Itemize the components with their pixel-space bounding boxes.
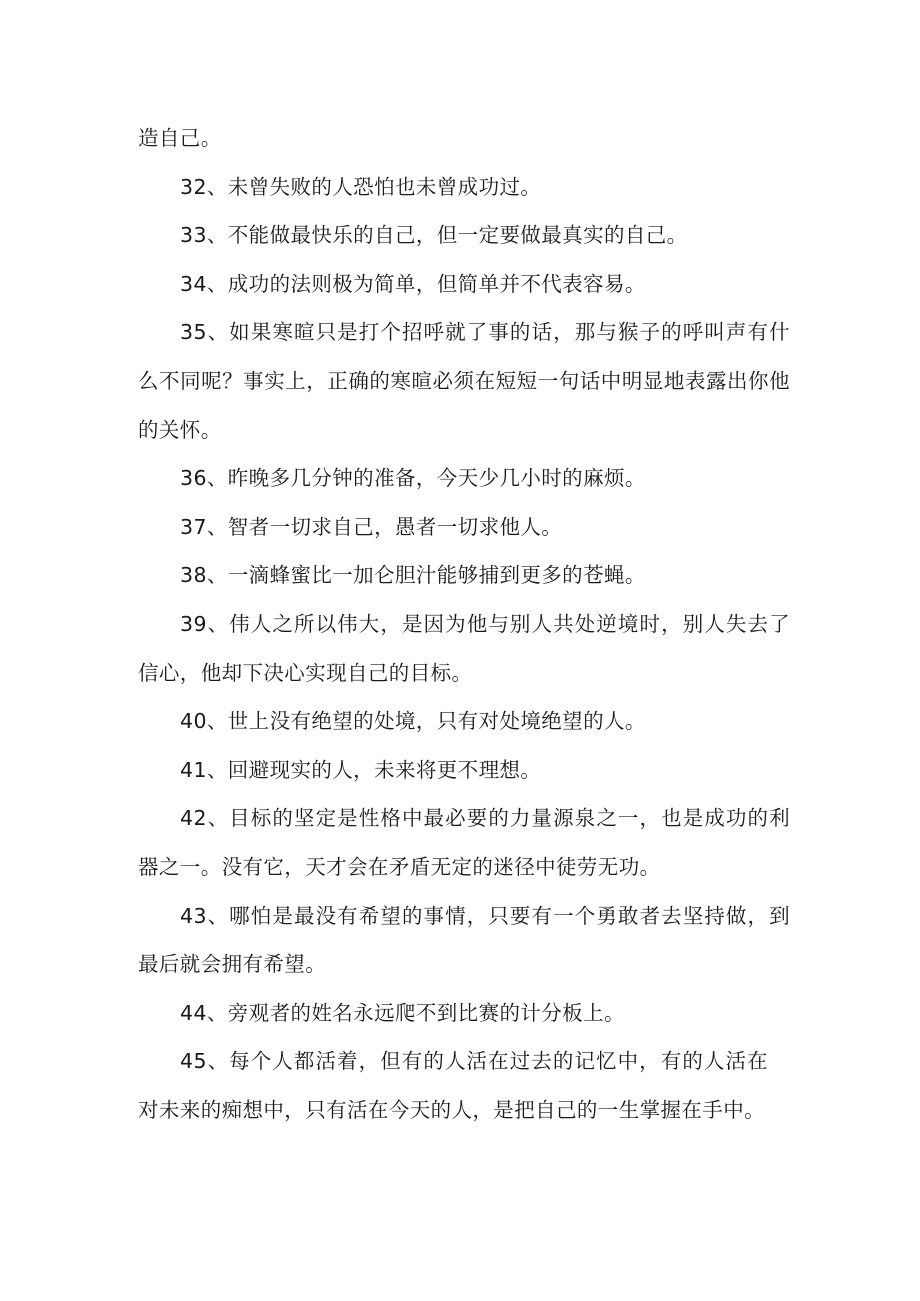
paragraph-40: 40、世上没有绝望的处境，只有对处境绝望的人。 <box>180 709 646 734</box>
paragraph-34: 34、成功的法则极为简单，但简单并不代表容易。 <box>180 271 646 296</box>
paragraph-43: 43、哪怕是最没有希望的事情，只要有一个勇敢者去坚持做，到最后就会拥有希望。 <box>138 903 790 977</box>
paragraph-36: 36、昨晚多几分钟的准备，今天少几小时的麻烦。 <box>180 466 646 491</box>
paragraph-41: 41、回避现实的人，未来将更不理想。 <box>180 757 542 782</box>
paragraph-35: 35、如果寒暄只是打个招呼就了事的话，那与猴子的呼叫声有什么不同呢？事实上，正确的寒暄必须在短短一句话中明显地表露出你他的关怀。 <box>138 320 790 442</box>
paragraph-32: 32、未曾失败的人恐怕也未曾成功过。 <box>180 174 542 199</box>
paragraph-44: 44、旁观者的姓名永远爬不到比赛的计分板上。 <box>180 1000 625 1025</box>
paragraph-37: 37、智者一切求自己，愚者一切求他人。 <box>180 514 563 539</box>
paragraph-33: 33、不能做最快乐的自己，但一定要做最真实的自己。 <box>180 223 688 248</box>
paragraph-31-continuation: 造自己。 <box>138 126 222 150</box>
paragraph-42: 42、目标的坚定是性格中最必要的力量源泉之一，也是成功的利器之一。没有它，天才会在矛盾无定的迷径中徒劳无功。 <box>138 806 790 879</box>
paragraph-39: 39、伟人之所以伟大，是因为他与别人共处逆境时，别人失去了信心，他却下决心实现自己的目标。 <box>138 611 790 685</box>
document-page <box>138 114 790 1134</box>
paragraph-45: 45、每个人都活着，但有的人活在过去的记忆中，有的人活在对未来的痴想中，只有活在今天的人，是把自己的一生掌握在手中。 <box>138 1049 768 1122</box>
paragraph-38: 38、一滴蜂蜜比一加仑胆汁能够捕到更多的苍蝇。 <box>180 563 646 588</box>
